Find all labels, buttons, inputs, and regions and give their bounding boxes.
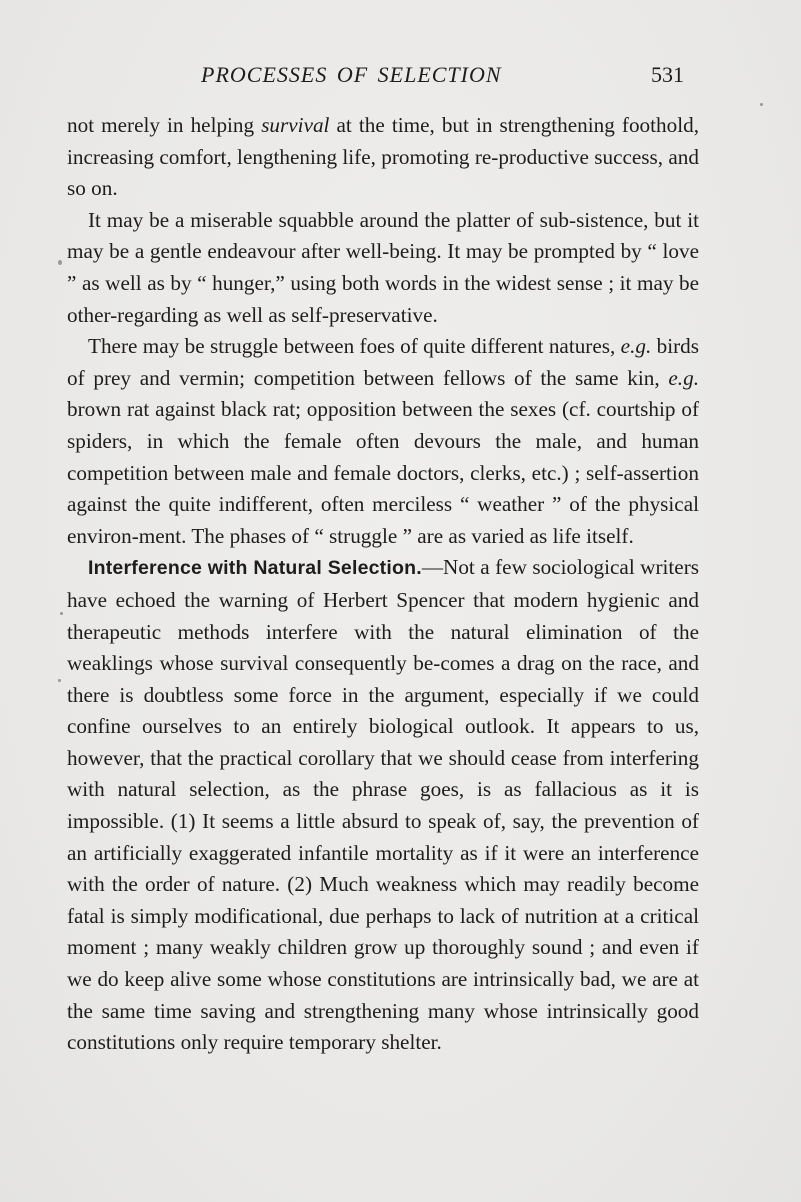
page-number: 531 [651,62,684,87]
paragraph-2: It may be a miserable squabble around the platter of sub-sistence, but it may be a gentle endeavour after well-being. It may be prompted by “ love ” as well as by “ hunger,” using both words in the widest sense ; it may be other-regarding as well as self-preservative. [67,207,699,327]
emphasis-eg-1: e.g. [620,334,652,359]
paragraph-1 [67,110,699,205]
paragraph-3-text-e: brown rat against black rat; opposition between the sexes (cf. courtship of spiders, in which the female often devours the male, and human competition between male and female doctors, clerks, etc.) ; self-assertion against the quite indifferent, often merciless “ weather ” of the physical environ-ment. The phases of “ struggle ” are as varied as life itself. [67,397,699,548]
paragraph-1-text-c: at the time, but in strengthening foothold, increasing comfort, lengthening life, promoting re-productive success, and so on. [67,113,699,201]
paper-speck [60,612,63,615]
running-head [0,62,801,92]
paragraph-3-text-a: There may be struggle between foes of quite different natures, [88,334,621,359]
paper-speck [58,260,62,265]
paragraph-4 [67,552,699,1059]
paper-speck [58,679,61,682]
paragraph-3 [67,331,699,552]
paragraph-3-text-c: birds of prey and vermin; competition between fellows of the same kin, [67,334,699,390]
paper-speck [760,103,763,106]
paragraph-4-text: —Not a few sociological writers have echoed the warning of Herbert Spencer that modern hygienic and therapeutic methods interfere with the natural elimination of the weaklings whose survival consequently be-comes a drag on the race, and there is doubtless some force in the argument, especially if we could confine ourselves to an entirely biological outlook. It appears to us, however, that the practical corollary that we should cease from interfering with natural selection, as the phrase goes, is as fallacious as it is impossible. (1) It seems a little absurd to speak of, say, the prevention of an artificially exaggerated infantile mortality as if it were an interference with the order of nature. (2) Much weakness which may readily become fatal is simply modificational, due perhaps to lack of nutrition at a critical moment ; many weakly children grow up thoroughly sound ; and even if we do keep alive some whose constitutions are intrinsically bad, we are at the same time saving and strengthening many whose intrinsically good constitutions only require temporary shelter. [67,555,699,1055]
emphasis-survival: survival [261,113,330,137]
running-title: PROCESSES OF SELECTION [201,62,502,87]
paragraph-1-text-a: not merely in helping [67,113,262,137]
section-heading: Interference with Natural Selection. [88,557,422,580]
emphasis-eg-2: e.g. [668,365,699,390]
body-text [67,110,699,1059]
